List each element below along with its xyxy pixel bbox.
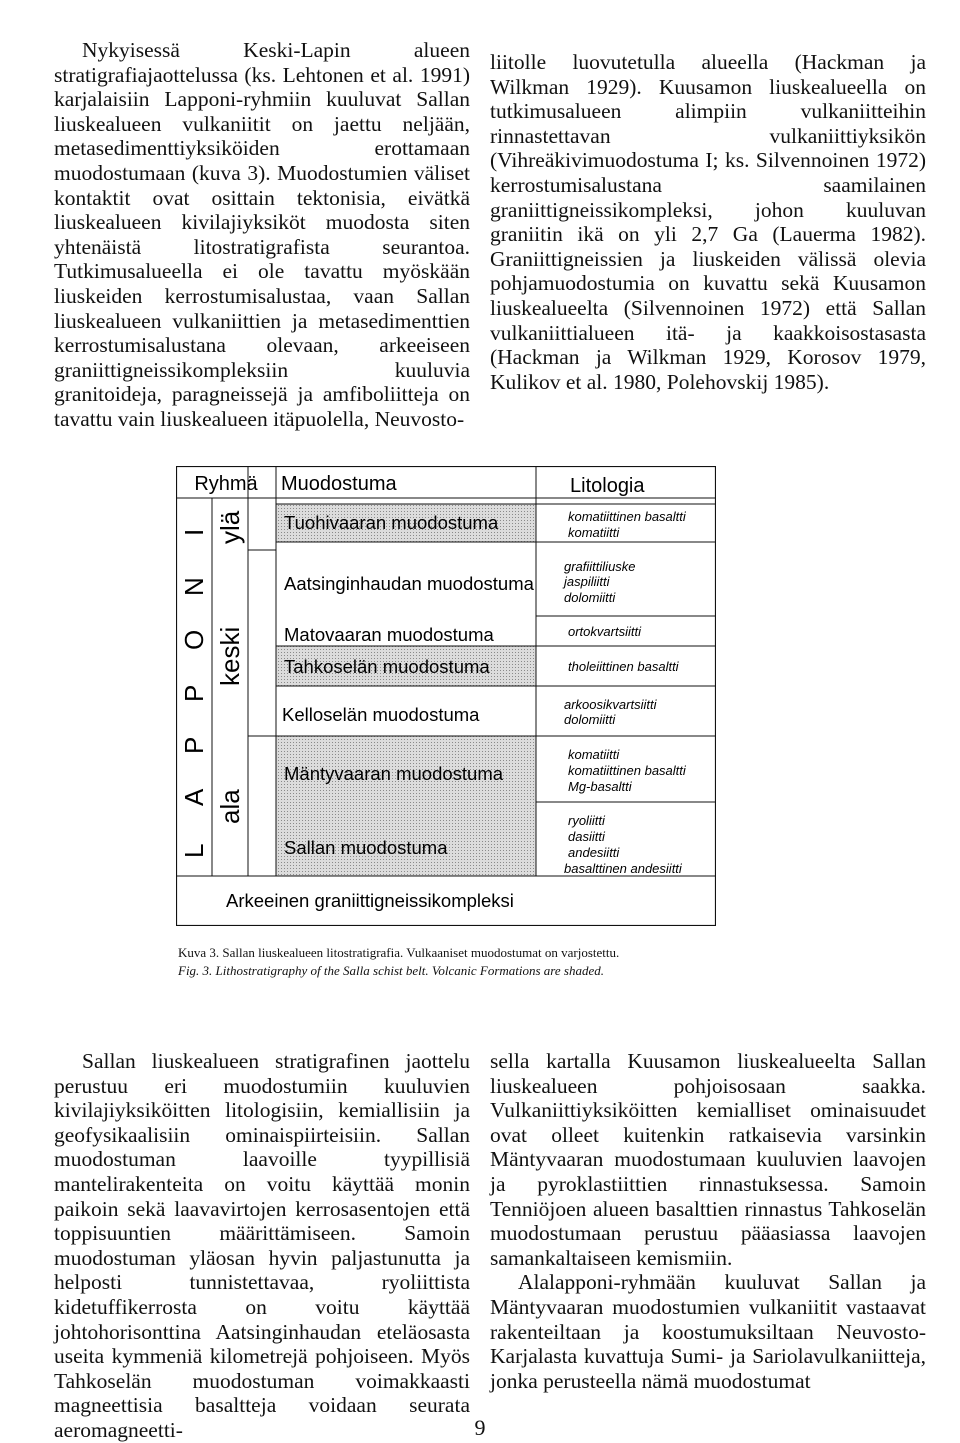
lithology-label: ryoliitti	[568, 813, 605, 828]
header-group: Ryhmä	[194, 473, 258, 495]
group-letter: P	[179, 684, 209, 702]
formation-name: Matovaaran muodostuma	[284, 624, 494, 645]
subgroup-upper: ylä	[215, 510, 245, 544]
lithology-label: ortokvartsiitti	[568, 624, 641, 639]
lithology-label: dasiitti	[568, 829, 605, 844]
formation-name: Tuohivaaran muodostuma	[284, 512, 499, 533]
group-letter: A	[179, 788, 209, 806]
page-number: 9	[474, 1415, 486, 1440]
group-letter: N	[179, 577, 209, 596]
text-column-top-right	[490, 50, 926, 394]
lithology-label: komatiittinen basaltti	[568, 509, 686, 524]
lithology-label: jaspiliitti	[564, 574, 610, 589]
lithology-label: arkoosikvartsiitti	[564, 697, 657, 712]
paragraph: Nykyisessä Keski-Lapin alueen stratigrafiajaottelussa (ks. Lehtonen et al. 1991) karjalaisiin Lapponi-ryhmiin kuuluvat Sallan liuskealueen vulkaniitit on jaettu neljään, metasedimenttiyksiköiden erottamaan muodostumaan (kuva 3). Muodostumien väliset kontaktit ovat osittain tektonisia, eivätkä liuskealueen kivilajiyksiköt muodosta siten yhtenäistä litostratigrafista seurantoa. Tutkimusalueella ei ole tavattu myöskään liuskeiden kerrostumisalustaa, vaan Sallan liuskealueen vulkaniittien ja metasedimenttien kerrostumisalustana olevaan, arkeeiseen graniittigneissikompleksiin kuuluvia granitoideja, paragneissejä ja amfiboliitteja on tavattu vain liuskealueen itäpuolella, Neuvosto-	[54, 38, 470, 431]
formation-name: Tahkoselän muodostuma	[284, 656, 490, 677]
formation-name: Kelloselän muodostuma	[282, 704, 480, 725]
basement-label: Arkeeinen graniittigneissikompleksi	[226, 890, 514, 911]
lithology-label: andesiitti	[568, 845, 620, 860]
group-letter: P	[179, 736, 209, 754]
lithology-label: komatiitti	[568, 747, 620, 762]
group-letter: L	[179, 843, 209, 858]
lithology-label: dolomiitti	[564, 590, 616, 605]
header-formation: Muodostuma	[281, 473, 397, 495]
subgroup-lower: ala	[215, 789, 245, 824]
paragraph: Alalapponi-ryhmään kuuluvat Sallan ja Mäntyvaaran muodostumien vulkaniitit vastaavat rakenteiltaan ja koostumuksiltaan Neuvosto-Karjalasta kuvattuja Sumi- ja Sariolavulkaniitteja, jonka perusteella nämä muodostumat	[490, 1270, 926, 1393]
stratigraphy-figure	[176, 466, 716, 926]
lithology-label: basalttinen andesiitti	[564, 861, 682, 876]
header-lithology: Litologia	[570, 475, 645, 497]
caption-finnish: Kuva 3. Sallan liuskealueen litostratigrafia. Vulkaaniset muodostumat on varjostettu.	[178, 945, 620, 960]
figure-caption	[178, 944, 798, 980]
formation-name: Sallan muodostuma	[284, 837, 448, 858]
text-column-top-left	[54, 38, 470, 432]
subgroup-middle: keski	[215, 626, 245, 686]
lithology-label: komatiitti	[568, 525, 620, 540]
lithology-label: dolomiitti	[564, 712, 616, 727]
lithology-label: komatiittinen basaltti	[568, 763, 686, 778]
text-column-bottom-left	[54, 1049, 470, 1443]
paragraph: sella kartalla Kuusamon liuskealueelta Sallan liuskealueen pohjoisosaan saakka. Vulkaniittiyksiköitten kemialliset ominaisuudet ovat olleet kuitenkin ratkaisevia varsinkin Mäntyvaaran muodostumaan kuuluvien laavojen ja pyroklastiittien rinnastuksessa. Samoin Tenniöjoen alueen basalttien rinnastus Tahkoselän muodostumaan perustuu pääasiassa laavojen samankaltaiseen kemismiin.	[490, 1049, 926, 1270]
text-column-bottom-right	[490, 1049, 926, 1393]
formation-name: Mäntyvaaran muodostuma	[284, 763, 504, 784]
formation-name: Aatsinginhaudan muodostuma	[284, 573, 534, 594]
group-letter: O	[179, 629, 209, 650]
stratigraphy-table	[176, 466, 716, 926]
paragraph: Sallan liuskealueen stratigrafinen jaottelu perustuu eri muodostumiin kuuluvien kivilajiyksiköitten litologisiin, kemiallisiin ja geofysikaalisiin ominaispiirteisiin. Sallan muodostuman laavoille tyypillisiä mantelirakenteita on voitu käyttää monin paikoin sekä laavavirtojen kerrosasentojen että toppisuuntien määrittämiseen. Samoin muodostuman yläosan hyvin paljastunutta ja helposti tunnistettavaa, ryoliittista kidetuffikerrosta on voitu käyttää johtohorisonttina Aatsinginhaudan eteläosasta useita kymmeniä kilometrejä pohjoiseen. Myös Tahkoselän muodostuman voimakkaasti magneettisia basaltteja voidaan seurata aeromagneetti-	[54, 1049, 470, 1442]
caption-english: Fig. 3. Lithostratigraphy of the Salla schist belt. Volcanic Formations are shaded.	[178, 963, 604, 978]
paragraph: liitolle luovutetulla alueella (Hackman ja Wilkman 1929). Kuusamon liuskealueella on tutkimusalueen alimpiin vulkaniitteihin rinnastettavan vulkaniittiyksikön (Vihreäkivimuodostuma I; ks. Silvennoinen 1972) kerrostumisalustana saamilainen graniittigneissikompleksi, johon kuuluvan graniitin ikä on yli 2,7 Ga (Lauerma 1982). Graniittigneissien ja liuskeiden välissä olevia pohjamuodostumia on kuvattu sekä Kuusamon liuskealueelta (Silvennoinen 1972) että Sallan vulkaniittialueen itä- ja kaakkoisostasasta (Hackman ja Wilkman 1929, Korosov 1979, Kulikov et al. 1980, Polehovskij 1985).	[490, 50, 926, 394]
lithology-label: tholeiittinen basaltti	[568, 659, 679, 674]
lithology-label: Mg-basaltti	[568, 779, 632, 794]
group-letter: I	[179, 528, 209, 536]
lithology-label: grafiittiliuske	[564, 559, 636, 574]
